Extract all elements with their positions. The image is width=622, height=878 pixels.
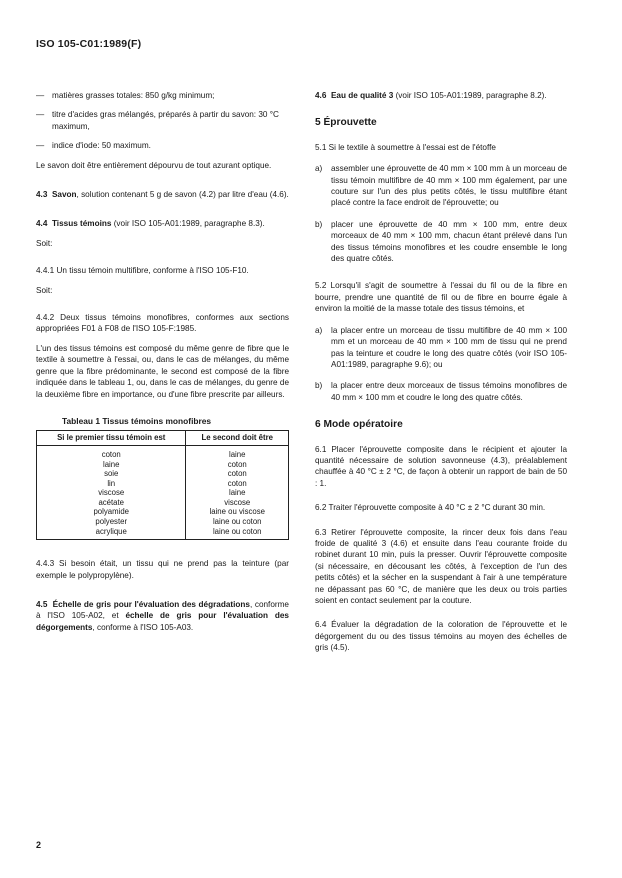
- table-header: Si le premier tissu témoin est: [37, 431, 186, 446]
- page-number: 2: [36, 840, 42, 850]
- section-4-4-1: 4.4.1 Un tissu témoin multifibre, conforme à l'ISO 105-F10.: [36, 266, 249, 276]
- section-5-1: 5.1 Si le textile à soumettre à l'essai est de l'étoffe: [315, 142, 496, 152]
- section-4-3: 4.3 Savon, solution contenant 5 g de savon (4.2) par litre d'eau (4.6).: [36, 190, 289, 200]
- table-header: Le second doit être: [186, 431, 289, 446]
- table-title: Tableau 1 Tissus témoins monofibres: [62, 415, 212, 426]
- item-b: b) placer une éprouvette de 40 mm × 100 mm, entre deux morceaux de 40 mm × 100 mm, chacun étant prélevé dans l'un des tissus témoins monofibres et les coudre ensemble le long des quatre côtés.: [315, 219, 567, 264]
- table-row: polyamide laine ou viscose: [37, 507, 289, 517]
- section-5-2: 5.2 Lorsqu'il s'agit de soumettre à l'essai du fil ou de la fibre en bourre, prendre une quantité de fil ou de fibre en bourre égale à environ la moitié de la masse totale des tissus témoins, et: [315, 281, 567, 314]
- item-b: b) la placer entre deux morceaux de tissus témoins monofibres de 40 mm × 100 mm et coudre le long des quatre côtés.: [315, 381, 567, 402]
- section-4-4-3: 4.4.3 Si besoin était, un tissu qui ne prend pas la teinture (par exemple le polypropylène).: [36, 559, 289, 580]
- right-column: [315, 90, 567, 654]
- table-row: coton laine: [37, 445, 289, 459]
- soit-label: Soit:: [36, 285, 53, 295]
- section-4-4: 4.4 Tissus témoins (voir ISO 105-A01:1989, paragraphe 8.3).: [36, 219, 265, 229]
- table-row: polyester laine ou coton: [37, 517, 289, 527]
- list-item: — titre d'acides gras mélangés, préparés à partir du savon: 30 °C maximum,: [36, 110, 279, 131]
- table-row: acrylique laine ou coton: [37, 527, 289, 540]
- savon-note: Le savon doit être entièrement dépourvu de tout azurant optique.: [36, 160, 272, 170]
- heading-6: 6 Mode opératoire: [315, 419, 403, 431]
- section-6-3: 6.3 Retirer l'éprouvette composite, la rincer deux fois dans l'eau froide de qualité 3 (4.6) et ensuite dans l'eau courante froide du robinet durant 10 min, puis la presser. Ouvrir l'éprouvette composite (si nécessaire, en décousant les côtés, à l'exception de l'un des petits côtés) et la sécher en la suspendant à l'air à une température ne dépassant pas 60 °C, de manière que les deux ou trois parties soient en contact seulement par la couture.: [315, 527, 567, 605]
- list-item: — matières grasses totales: 850 g/kg minimum;: [36, 91, 215, 100]
- section-6-2: 6.2 Traiter l'éprouvette composite à 40 °C ± 2 °C durant 30 min.: [315, 503, 546, 513]
- table-row: soie coton: [37, 469, 289, 479]
- section-4-4-2: 4.4.2 Deux tissus témoins monofibres, conformes aux sections appropriées F01 à F08 de l'ISO 105-F:1985.: [36, 313, 289, 334]
- section-4-6: 4.6 Eau de qualité 3 (voir ISO 105-A01:1989, paragraphe 8.2).: [315, 91, 547, 100]
- table-row: viscose laine: [37, 488, 289, 498]
- heading-5: 5 Éprouvette: [315, 117, 377, 129]
- section-6-1: 6.1 Placer l'éprouvette composite dans le récipient et ajouter la quantité nécessaire de solution savonneuse (4.3), préalablement chauffée à 40 °C ± 2 °C, de façon à obtenir un rapport de bain de 50 : 1.: [315, 444, 567, 488]
- item-a: a) la placer entre un morceau de tissu multifibre de 40 mm × 100 mm et un morceau de 40 mm × 100 mm de tissu qui ne prend pas la teinture et coudre le long des quatre côtés (voir ISO 105-A01:1989, paragraphe 9.6); ou: [315, 325, 567, 369]
- section-6-4: 6.4 Évaluer la dégradation de la coloration de l'éprouvette et le dégorgement du ou des tissus témoins au moyen des échelles de gris (4.5).: [315, 620, 567, 653]
- table-row: lin coton: [37, 479, 289, 489]
- section-4-5: 4.5 Échelle de gris pour l'évaluation des dégradations, conforme à l'ISO 105-A02, et échelle de gris pour l'évaluation des dégorgements, conforme à l'ISO 105-A03.: [36, 600, 289, 632]
- soit-label: Soit:: [36, 238, 53, 248]
- document-header: ISO 105-C01:1989(F): [36, 38, 142, 50]
- table-row: acétate viscose: [37, 498, 289, 508]
- left-column: [36, 90, 289, 633]
- item-a: a) assembler une éprouvette de 40 mm × 100 mm à un morceau de tissu témoin multifibre de 40 mm × 100 mm également, par une couture sur l'un des plus petits côtés, le tissu multifibre étant placé contre la face endroit de l'éprouvette; ou: [315, 164, 567, 208]
- section-4-4-2-paragraph: L'un des tissus témoins est composé du même genre de fibre que le textile à soumettre à l'essai, ou, dans le cas de mélanges, du même genre que la fibre prédominante, le second est composé de la fibre indiquée dans le tableau 1, ou, dans le cas de mélanges, du genre de la deuxième fibre en importance, ou d'une fibre prescrite par ailleurs.: [36, 343, 289, 399]
- monofibre-table: [36, 430, 289, 540]
- table-row: laine coton: [37, 460, 289, 470]
- list-item: — indice d'iode: 50 maximum.: [36, 141, 151, 151]
